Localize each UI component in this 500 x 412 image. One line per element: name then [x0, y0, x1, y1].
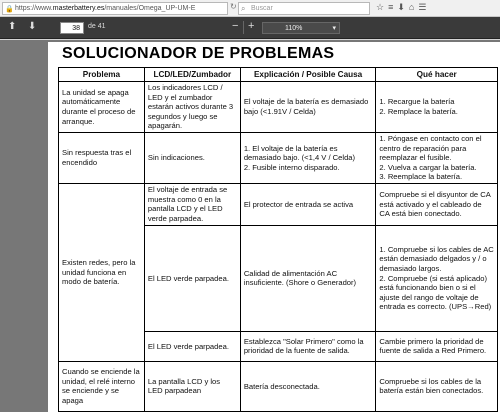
- cause-cell: Calidad de alimentación AC insuficiente. (Shore o Generador): [240, 225, 376, 331]
- action-cell: [376, 225, 498, 331]
- zoom-in-icon[interactable]: +: [248, 20, 255, 32]
- page-total: de 41: [88, 23, 106, 30]
- url-host: masterbattery.es: [52, 5, 105, 12]
- table-row: [59, 132, 498, 183]
- cause-cell: Establezca "Solar Primero" como la prioridad de la fuente de salida.: [240, 331, 376, 361]
- action-item: 2. Compruebe (si está aplicado) está funcionando bien o si el ajuste del rango de voltaje de entrada es correcto. (UPS→Red): [379, 273, 492, 312]
- previous-page-icon[interactable]: ⬆: [8, 21, 17, 32]
- browser-toolbar: [0, 0, 500, 17]
- cause-item: 1. El voltaje de la batería es demasiado bajo. (<1,4 V / Celda): [243, 143, 356, 163]
- lock-icon: 🔒: [5, 6, 14, 13]
- bookmark-star-icon[interactable]: ☆: [376, 2, 389, 12]
- action-item: 1. Póngase en contacto con el centro de reparación para reemplazar el fusible.: [379, 133, 482, 163]
- reading-list-icon[interactable]: ≡: [388, 2, 398, 12]
- action-cell: Compruebe si el disyuntor de CA está activado y el cableado de CA está bien conectado.: [376, 183, 498, 225]
- zoom-value: 110%: [285, 25, 303, 32]
- header-indicator: LCD/LED/Zumbador: [144, 68, 240, 82]
- browser-icons: [376, 2, 430, 13]
- action-item: 2. Vuelva a cargar la batería.: [379, 162, 477, 172]
- cause-item: 2. Fusible interno disparado.: [243, 162, 340, 172]
- header-cause: Explicación / Posible Causa: [240, 68, 376, 82]
- indicator-cell: Los indicadores LCD / LED y el zumbador estarán activos durante 3 segundos y luego se apagarán.: [144, 82, 240, 133]
- troubleshooting-table: [58, 67, 498, 412]
- problem-cell: Cuando se enciende la unidad, el relé interno se enciende y se apaga: [59, 361, 145, 411]
- cause-cell: Batería desconectada.: [240, 361, 376, 411]
- cause-cell: [240, 132, 376, 183]
- header-problema: Problema: [59, 68, 145, 82]
- table-row: [59, 183, 498, 225]
- action-cell: [376, 82, 498, 133]
- problem-cell: Sin respuesta tras el encendido: [59, 132, 145, 183]
- problem-cell: Existen redes, pero la unidad funciona en modo de batería.: [59, 183, 145, 361]
- zoom-select[interactable]: [262, 22, 340, 34]
- home-icon[interactable]: ⌂: [408, 2, 419, 12]
- pdf-toolbar: [0, 17, 500, 39]
- header-action: Qué hacer: [376, 68, 498, 82]
- next-page-icon[interactable]: ⬇: [28, 21, 37, 32]
- action-cell: Compruebe si los cables de la batería están bien conectados.: [376, 361, 498, 411]
- action-cell: [376, 132, 498, 183]
- search-input[interactable]: [238, 2, 370, 15]
- problem-cell: La unidad se apaga automáticamente durante el proceso de arranque.: [59, 82, 145, 133]
- cause-cell: El protector de entrada se activa: [240, 183, 376, 225]
- page-number-input[interactable]: 38: [60, 22, 84, 34]
- table-row: [59, 82, 498, 133]
- action-cell: Cambie primero la prioridad de fuente de salida a Red Primero.: [376, 331, 498, 361]
- action-item: 1. Compruebe si los cables de AC están demasiado delgados y / o demasiado largos.: [379, 244, 494, 274]
- indicator-cell: La pantalla LCD y los LED parpadean: [144, 361, 240, 411]
- indicator-cell: El LED verde parpadea.: [144, 225, 240, 331]
- action-item: 3. Reemplace la batería.: [379, 172, 463, 182]
- action-item: 1. Recargue la batería: [379, 97, 455, 107]
- indicator-cell: El LED verde parpadea.: [144, 331, 240, 361]
- search-placeholder: Buscar: [251, 5, 273, 12]
- search-icon: ⌕: [241, 4, 246, 13]
- action-item: 2. Remplace la batería.: [379, 106, 458, 116]
- toolbar-divider: [243, 21, 244, 34]
- table-header-row: [59, 68, 498, 82]
- reload-icon[interactable]: ↻: [230, 2, 237, 11]
- zoom-out-icon[interactable]: −: [232, 20, 239, 32]
- url-prefix: https://www.: [15, 5, 53, 12]
- download-icon[interactable]: ⬇: [397, 2, 409, 12]
- document-title: SOLUCIONADOR DE PROBLEMAS: [62, 45, 335, 62]
- indicator-cell: Sin indicaciones.: [144, 132, 240, 183]
- table-row: [59, 361, 498, 411]
- url-path: /manuales/Omega_UP-UM-E: [104, 5, 196, 12]
- indicator-cell: El voltaje de entrada se muestra como 0 en la pantalla LCD y el LED verde parpadea.: [144, 183, 240, 225]
- chevron-down-icon: ▾: [332, 25, 336, 32]
- address-bar[interactable]: [2, 2, 228, 15]
- menu-icon[interactable]: ☰: [418, 2, 431, 12]
- cause-cell: El voltaje de la batería es demasiado bajo (<1.91V / Celda): [240, 82, 376, 133]
